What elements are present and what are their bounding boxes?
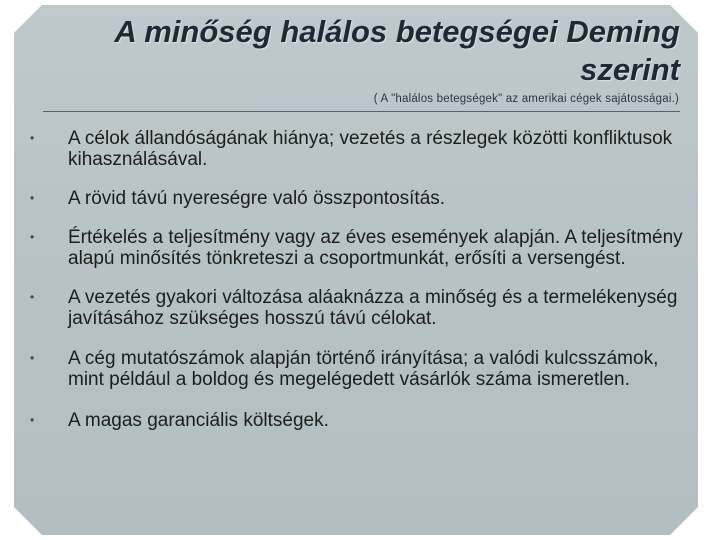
- bullet-item: [30, 410, 690, 431]
- bullet-text: A rövid távú nyereségre való összpontosítás.: [68, 188, 446, 209]
- bullet-item: [30, 188, 690, 209]
- bullet-icon: •: [30, 191, 35, 205]
- slide-subtitle: ( A "halálos betegségek" az amerikai cégek sajátosságai.): [373, 93, 679, 105]
- slide-title: A minőség halálos betegségei Deming szerint: [114, 14, 680, 87]
- title-divider: [43, 111, 680, 112]
- bullet-text: A cég mutatószámok alapján történő irányítása; a valódi kulcsszámok, mint például a boldog és megelégedett vásárlók száma ismeretlen.: [68, 348, 659, 390]
- bullet-item: [30, 227, 690, 269]
- bullet-icon: •: [30, 351, 35, 365]
- bullet-icon: •: [30, 131, 35, 145]
- bullet-item: [30, 348, 690, 390]
- bullet-list: [30, 128, 690, 431]
- bullet-text: A vezetés gyakori változása aláaknázza a minőség és a termelékenység javításához szükséges hosszú távú célokat.: [68, 287, 678, 329]
- bullet-icon: •: [30, 290, 35, 304]
- bullet-text: A magas garanciális költségek.: [68, 410, 329, 431]
- bullet-text: A célok állandóságának hiánya; vezetés a részlegek közötti konfliktusok kihasználásával.: [68, 128, 673, 170]
- bullet-icon: •: [30, 230, 35, 244]
- bullet-item: [30, 287, 690, 329]
- bullet-item: [30, 128, 690, 170]
- bullet-text: Értékelés a teljesítmény vagy az éves események alapján. A teljesítmény alapú minősítés tönkreteszi a csoportmunkát, erősíti a versengést.: [68, 227, 683, 269]
- bullet-icon: •: [30, 413, 35, 427]
